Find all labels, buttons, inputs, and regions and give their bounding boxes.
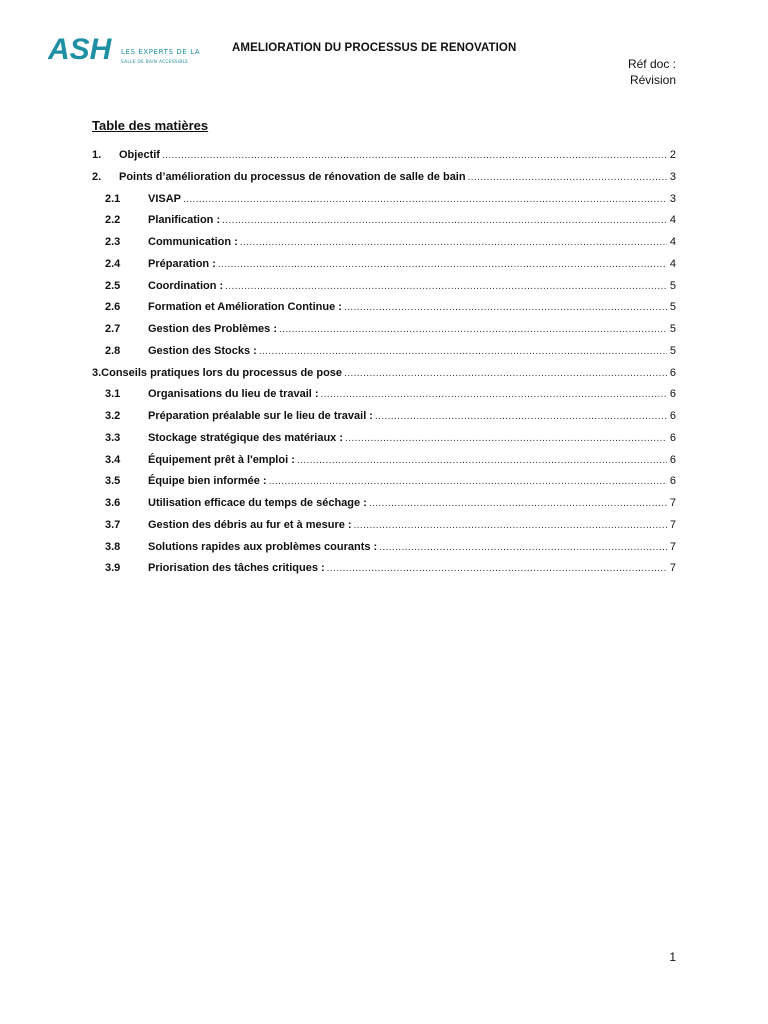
toc-leader-dots <box>162 150 667 161</box>
toc-entry-page: 7 <box>669 562 676 575</box>
toc-entry[interactable] <box>92 541 676 563</box>
toc-leader-dots <box>468 172 667 183</box>
toc-leader-dots <box>218 259 667 270</box>
toc-leader-dots <box>183 194 667 205</box>
toc-leader-dots <box>259 346 667 357</box>
toc-entry[interactable] <box>92 475 676 497</box>
toc-entry[interactable] <box>92 171 676 193</box>
ref-doc-label: Réf doc : <box>627 57 676 71</box>
toc-entry[interactable] <box>92 519 676 541</box>
toc-entry-label: VISAP <box>148 192 182 205</box>
toc-entry[interactable] <box>92 454 676 476</box>
logo-tagline-2: SALLE DE BAIN ACCESSIBLE <box>121 60 189 65</box>
toc-leader-dots <box>321 389 667 400</box>
toc-entry-label: Équipement prêt à l'emploi : <box>148 453 295 466</box>
company-logo <box>48 32 200 72</box>
toc-entry-label: Stockage stratégique des matériaux : <box>148 431 344 444</box>
toc-entry-number: 3.4 <box>105 453 121 466</box>
revision-label: Révision <box>629 73 676 87</box>
logo-text: ASH <box>48 33 112 66</box>
toc-entry-label: 3.Conseils pratiques lors du processus de pose <box>92 366 343 379</box>
toc-leader-dots <box>222 215 667 226</box>
page-number: 1 <box>669 950 676 964</box>
toc-leader-dots <box>240 237 667 248</box>
toc-entry-number: 3.5 <box>105 475 121 488</box>
toc-entry-number: 2.5 <box>105 279 121 292</box>
toc-entry[interactable] <box>92 214 676 236</box>
toc-leader-dots <box>327 563 667 574</box>
toc-entry-label: Coordination : <box>148 279 224 292</box>
toc-entry[interactable] <box>92 236 676 258</box>
toc-entry-number: 3.7 <box>105 518 121 531</box>
toc-leader-dots <box>375 411 667 422</box>
toc-entry-number: 2.3 <box>105 236 121 248</box>
toc-entry-page: 6 <box>669 366 676 379</box>
toc-entry-number: 3.3 <box>105 431 121 444</box>
toc-entry-page: 4 <box>669 257 676 270</box>
toc-entry-page: 6 <box>669 453 676 466</box>
toc-entry-number: 2.4 <box>105 257 121 270</box>
toc-entry-label: Gestion des débris au fur et à mesure : <box>148 518 352 531</box>
document-meta <box>628 56 676 88</box>
toc-entry-page: 6 <box>669 388 676 401</box>
toc-leader-dots <box>379 542 667 553</box>
toc-entry[interactable] <box>92 149 676 171</box>
toc-entry-page: 6 <box>669 475 676 488</box>
toc-leader-dots <box>279 324 667 335</box>
toc-entry-label: Formation et Amélioration Continue : <box>148 301 342 314</box>
toc-leader-dots <box>354 520 667 531</box>
toc-entry[interactable] <box>92 280 676 302</box>
toc-entry-label: Organisations du lieu de travail : <box>148 388 319 401</box>
toc-entry-page: 6 <box>669 431 676 444</box>
toc-entry-label: Préparation préalable sur le lieu de travail : <box>148 410 373 422</box>
toc-entry-label: Gestion des Stocks : <box>148 344 257 357</box>
toc-leader-dots <box>297 455 667 466</box>
toc-entry-label: Préparation : <box>148 257 216 270</box>
toc-entry[interactable] <box>92 258 676 280</box>
toc-entry-number: 2.8 <box>105 344 121 357</box>
toc-entry-label: Planification : <box>148 214 221 227</box>
toc-leader-dots <box>345 433 667 444</box>
toc-leader-dots <box>369 498 667 509</box>
toc-leader-dots <box>344 302 667 313</box>
toc-entry[interactable] <box>92 323 676 345</box>
toc-entry-page: 4 <box>669 214 676 227</box>
toc-entry-page: 2 <box>669 149 676 161</box>
toc-entry-number: 3.1 <box>105 388 121 401</box>
toc-entry[interactable] <box>92 367 676 389</box>
toc-entry-label: Utilisation efficace du temps de séchage : <box>148 497 367 509</box>
toc-entry-label: Objectif <box>119 149 160 161</box>
toc-entry-page: 4 <box>669 236 676 248</box>
toc-entry[interactable] <box>92 388 676 410</box>
toc-entry[interactable] <box>92 410 676 432</box>
logo-tagline-1: LES EXPERTS DE LA <box>121 48 200 56</box>
toc-entry[interactable] <box>92 193 676 215</box>
table-of-contents <box>92 149 676 584</box>
toc-entry-number: 2.2 <box>105 214 121 227</box>
toc-leader-dots <box>225 281 667 292</box>
toc-entry-page: 5 <box>669 323 676 335</box>
toc-entry-page: 6 <box>669 410 676 422</box>
toc-entry-number: 1. <box>92 149 102 161</box>
toc-leader-dots <box>344 368 667 379</box>
toc-entry-label: Points d’amélioration du processus de rénovation de salle de bain <box>119 170 466 183</box>
ash-logo-icon <box>48 32 200 72</box>
toc-entry-label: Priorisation des tâches critiques : <box>148 562 325 575</box>
toc-entry-page: 5 <box>669 344 676 357</box>
toc-leader-dots <box>269 476 667 487</box>
toc-entry-number: 2. <box>92 170 102 183</box>
toc-entry-number: 3.9 <box>105 562 121 575</box>
toc-entry-label: Gestion des Problèmes : <box>148 323 277 335</box>
toc-entry-page: 7 <box>669 518 676 531</box>
toc-entry-number: 3.8 <box>105 540 121 553</box>
toc-entry-page: 3 <box>669 192 676 205</box>
toc-entry-page: 3 <box>669 170 676 183</box>
toc-entry-number: 3.6 <box>105 497 121 509</box>
toc-entry[interactable] <box>92 301 676 323</box>
toc-entry-number: 2.6 <box>105 301 121 314</box>
toc-entry-number: 3.2 <box>105 410 121 422</box>
toc-entry-page: 5 <box>669 301 676 314</box>
document-title: AMELIORATION DU PROCESSUS DE RENOVATION <box>232 42 517 54</box>
toc-entry[interactable] <box>92 497 676 519</box>
toc-entry-page: 5 <box>669 279 676 292</box>
toc-entry[interactable] <box>92 432 676 454</box>
toc-title: Table des matières <box>92 118 209 133</box>
toc-entry-number: 2.1 <box>105 192 121 205</box>
toc-entry-number: 2.7 <box>105 323 121 335</box>
toc-entry-label: Communication : <box>148 236 238 248</box>
toc-entry-label: Équipe bien informée : <box>148 475 267 488</box>
toc-entry-page: 7 <box>669 497 676 509</box>
toc-entry[interactable] <box>92 562 676 584</box>
toc-entry-page: 7 <box>669 540 676 553</box>
toc-entry-label: Solutions rapides aux problèmes courants : <box>148 540 378 553</box>
toc-entry[interactable] <box>92 345 676 367</box>
